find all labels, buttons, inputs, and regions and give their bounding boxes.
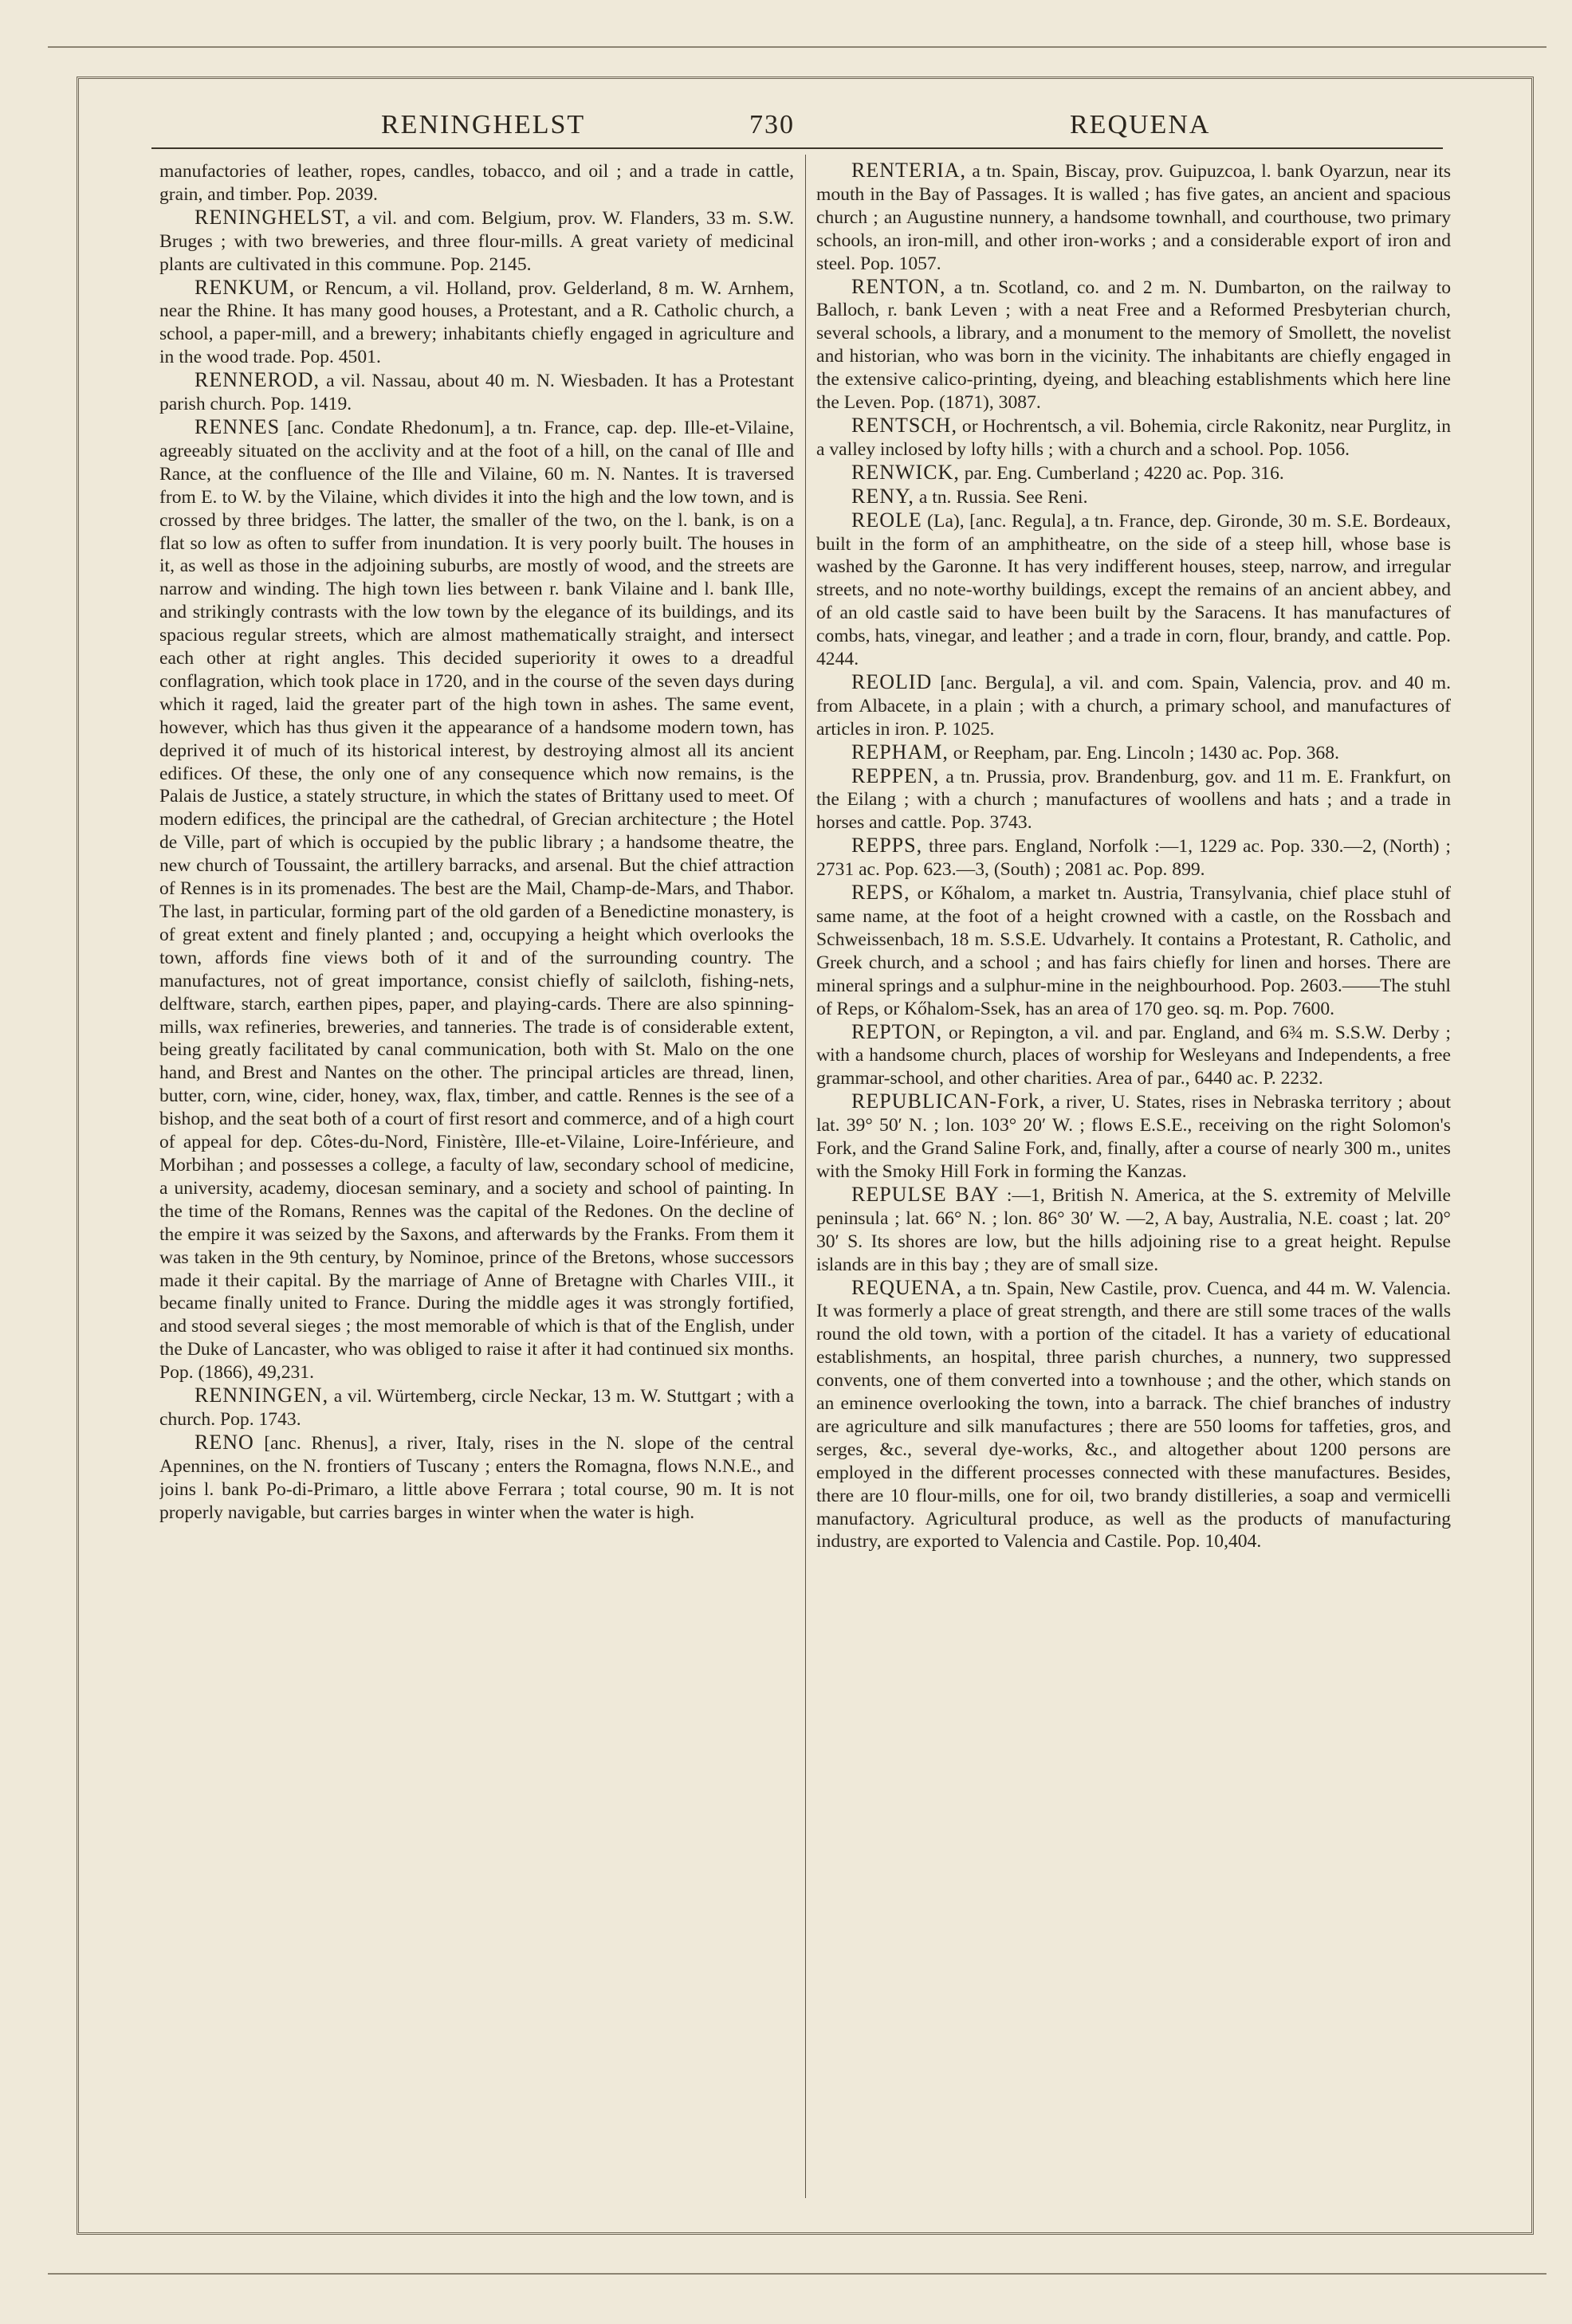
entry-head: RENTERIA, <box>851 159 967 182</box>
entry <box>159 206 794 277</box>
entry <box>816 276 1451 414</box>
entry <box>816 834 1451 881</box>
entry-text: or Hochrentsch, a vil. Bohemia, circle Rakonitz, near Purglitz, in a valley inclosed by lofty hills ; with a church and a school. Pop. 1056. <box>816 415 1451 460</box>
entry <box>816 741 1451 765</box>
entry-head: RENTSCH, <box>851 413 957 437</box>
entry-text: [anc. Condate Rhedonum], a tn. France, cap. dep. Ille-et-Vilaine, agreeably situated on the acclivity and at the foot of a hill, on the canal of Ille and Rance, at the confluence of the Ille and Vilaine, 60 m. N. Nantes. It is traversed from E. to W. by the Vilaine, which divides it into the high and the low town, and is crossed by three bridges. The latter, the smaller of the two, on the l. bank, is on a flat so low as often to suffer from inundation. It is very poorly built. The houses in it, as well as those in the adjoining suburbs, are mostly of wood, and the streets are narrow and winding. The high town lies between r. bank Vilaine and l. bank Ille, and strikingly contrasts with the low town by the elegance of its buildings, and its spacious regular streets, which are almost mathematically straight, and intersect each other at right angles. This decided superiority it owes to a dreadful conflagration, which took place in 1720, and in the course of the seven days during which it raged, laid the greater part of the high town in ashes. The same event, however, which has thus given it the appearance of a handsome modern town, has deprived it of much of its historical interest, by destroying almost all its ancient edifices. Of these, the only one of any consequence which now remains, is the Palais de Justice, a stately structure, in which the states of Brittany used to meet. Of modern edifices, the principal are the cathedral, of Grecian architecture ; the Hotel de Ville, part of which is occupied by the public library ; a handsome theatre, the new church of Toussaint, the artillery barracks, and arsenal. But the chief attraction of Rennes is in its promenades. The best are the Mail, Champ-de-Mars, and Thabor. The last, in particular, forming part of the old garden of a Benedictine monastery, is of great extent and finely planted ; and, occupying a height which overlooks the town, affords fine views both of it and of the surrounding country. The manufactures, not of great importance, consist chiefly of sailcloth, fishing-nets, delftware, starch, earthen pipes, paper, and playing-cards. There are also spinning-mills, wax refineries, breweries, and tanneries. The trade is of considerable extent, being greatly facilitated by canal communication, both with St. Malo on the one hand, and Brest and Nantes on the other. The principal articles are thread, linen, butter, corn, wine, cider, honey, wax, flax, timber, and cattle. Rennes is the see of a bishop, and the seat both of a court of first resort and commerce, and of a high court of appeal for dep. Côtes-du-Nord, Finistère, Ille-et-Vilaine, Loire-Inférieure, and Morbihan ; and possesses a college, a faculty of law, secondary school of medicine, a university, academy, diocesan seminary, and a society and school of painting. In the time of the Romans, Rennes was the capital of the Redones. On the decline of the empire it was seized by the Saxons, and afterwards by the Franks. From them it was taken in the 9th century, by Nominoe, prince of the Bretons, whose successors made it their capital. By the marriage of Anne of Bretagne with Charles VIII., it became finally united to France. During the middle ages it was strongly fortified, and stood several sieges ; the most memorable of which is that of the English, under the Duke of Lancaster, who was obliged to raise it after it had continued six months. Pop. (1866), 49,231. <box>159 417 794 1384</box>
entry-head: RENNES <box>195 414 281 438</box>
entry-head: REOLE <box>851 508 922 532</box>
entry-head: RENKUM, <box>195 275 296 299</box>
entry-text: :—1, British N. America, at the S. extremity of Melville peninsula ; lat. 66° N. ; lon. 86° 30′ W. —2, A bay, Australia, N.E. coast ; lat. 20° 30′ S. Its shores are low, but the hills adjoining rise to a great height. Repulse islands are in this bay ; they are of small size. <box>816 1184 1451 1275</box>
column-divider <box>805 155 806 2198</box>
entry-head: RENY, <box>851 484 914 508</box>
entry-text: or Repington, a vil. and par. England, and 6¾ m. S.S.W. Derby ; with a handsome church, places of worship for Wesleyans and Independents, a free grammar-school, and other charities. Area of par., 6440 ac. P. 2232. <box>816 1022 1451 1089</box>
entry <box>816 414 1451 461</box>
entry-head: RENWICK, <box>851 460 960 484</box>
entry <box>159 1384 794 1431</box>
entry-text: [anc. Rhenus], a river, Italy, rises in the N. slope of the central Apennines, on the N. frontiers of Tuscany ; enters the Romagna, flows N.N.E., and joins l. bank Po-di-Primaro, a little above Ferrara ; total course, 90 m. It is not properly navigable, but carries barges in winter when the water is high. <box>159 1432 794 1523</box>
entry-head: RENO <box>195 1430 254 1454</box>
entry-head: RENTON, <box>851 274 946 298</box>
entry-text: a tn. Spain, New Castile, prov. Cuenca, and 44 m. W. Valencia. It was formerly a place of great strength, and there are still some traces of the walls round the old town, with a portion of the citadel. It has a variety of educational establishments, an hospital, three parish churches, a nunnery, two suppressed convents, one of them converted into a townhouse ; and the other, which stands on an eminence overlooking the town, into a barrack. The chief branches of industry are agriculture and silk manufactures ; there are 550 looms for taffeties, gros, and serges, &c., several dye-works, &c., and altogether about 1200 persons are employed in the different processes connected with these manufactures. Besides, there are 10 flour-mills, one for oil, two brandy distilleries, a soap and vermicelli manufactory. Agricultural produce, as well as the products of manufacturing industry, are exported to Valencia and Castile. Pop. 10,404. <box>816 1278 1451 1553</box>
entry <box>816 485 1451 509</box>
entry <box>159 277 794 370</box>
entry <box>816 1090 1451 1184</box>
entry-text: [anc. Bergula], a vil. and com. Spain, Valencia, prov. and 40 m. from Albacete, in a plain ; with a church, a primary school, and manufactures of articles in iron. P. 1025. <box>816 672 1451 740</box>
entry-head: REPPS, <box>851 834 923 858</box>
entry-text: a river, U. States, rises in Nebraska territory ; about lat. 39° 50′ N. ; lon. 103° 20′ W. ; flows E.S.E., receiving on the right Solomon's Fork, and the Grand Saline Fork, and, finally, after a course of nearly 300 m., unites with the Smoky Hill Fork in forming the Kanzas. <box>816 1092 1451 1182</box>
entry <box>816 671 1451 741</box>
left-column <box>159 159 794 2200</box>
entry-head: REQUENA, <box>851 1275 962 1299</box>
entry-head: REPTON, <box>851 1019 943 1043</box>
bottom-rule <box>48 2273 1546 2275</box>
entry <box>816 765 1451 835</box>
entry-text: or Rencum, a vil. Holland, prov. Gelderland, 8 m. W. Arnhem, near the Rhine. It has many good houses, a Protestant, and a R. Catholic church, a school, a paper-mill, and a brewery; inhabitants chiefly engaged in agriculture and in the wood trade. Pop. 4501. <box>159 277 794 368</box>
entry-head: RENNINGEN, <box>195 1384 329 1407</box>
entry-text: three pars. England, Norfolk :—1, 1229 ac. Pop. 330.—2, (North) ; 2731 ac. Pop. 623.—3, (South) ; 2081 ac. Pop. 899. <box>816 836 1451 881</box>
entry-head: RENNEROD, <box>195 368 320 392</box>
entry <box>816 1021 1451 1091</box>
entry-head: REOLID <box>851 669 933 693</box>
entry-head: REPUBLICAN-Fork, <box>851 1089 1046 1113</box>
entry-text: a vil. and com. Belgium, prov. W. Flanders, 33 m. S.W. Bruges ; with two breweries, and three flour-mills. A great variety of medicinal plants are cultivated in this commune. Pop. 2145. <box>159 207 794 275</box>
entry-text: or Kőhalom, a market tn. Austria, Transylvania, chief place stuhl of same name, at the foot of a height crowned with a castle, on the Rossbach and Schweissenbach, 18 m. S.S.E. Udvarhely. It contains a Protestant, R. Catholic, and Greek church, and a school ; and has fairs chiefly for linen and horses. There are mineral springs and a sulphur-mine in the neighbourhood. Pop. 2603.——The stuhl of Reps, or Kőhalom-Ssek, has an area of 170 geo. sq. m. Pop. 7600. <box>816 883 1451 1019</box>
entry-head: REPS, <box>851 881 910 905</box>
entry <box>816 509 1451 671</box>
entry-text: a tn. Russia. See Reni. <box>914 486 1088 508</box>
entry <box>159 416 794 1384</box>
entry-text: a tn. Scotland, co. and 2 m. N. Dumbarton, on the railway to Balloch, r. bank Leven ; with a neat Free and a Reformed Presbyterian church, several schools, a library, and a monument to the memory of Smollett, the novelist and historian, who was born in the vicinity. The inhabitants are chiefly engaged in the extensive calico-printing, dyeing, and bleaching establishments which here line the Leven. Pop. (1871), 3087. <box>816 277 1451 414</box>
entry-text: or Reepham, par. Eng. Lincoln ; 1430 ac. Pop. 368. <box>948 742 1339 764</box>
entry-head: REPPEN, <box>851 764 940 787</box>
entry <box>816 461 1451 485</box>
entry <box>816 1277 1451 1554</box>
entry <box>816 881 1451 1020</box>
entry <box>816 159 1451 276</box>
entry-head: REPULSE BAY <box>851 1182 1000 1206</box>
right-column <box>816 159 1451 2200</box>
header-rule <box>151 147 1443 149</box>
entry-text: a vil. Würtemberg, circle Neckar, 13 m. W. Stuttgart ; with a church. Pop. 1743. <box>159 1386 794 1430</box>
page-number: 730 <box>749 110 795 139</box>
entry-text: a tn. Spain, Biscay, prov. Guipuzcoa, l. bank Oyarzun, near its mouth in the Bay of Passages. It is walled ; has five gates, an ancient and spacious church ; an Augustine nunnery, a handsome townhall, and courthouse, two primary schools, an iron-mill, and other iron-works ; and a considerable export of iron and steel. Pop. 1057. <box>816 161 1451 274</box>
entry-text: a tn. Prussia, prov. Brandenburg, gov. and 11 m. E. Frankfurt, on the Eilang ; with a church ; manufactures of woollens and hats ; and a trade in horses and cattle. Pop. 3743. <box>816 766 1451 834</box>
entry-text: a vil. Nassau, about 40 m. N. Wiesbaden. It has a Protestant parish church. Pop. 1419. <box>159 371 794 415</box>
entry-head: RENINGHELST, <box>195 205 351 229</box>
running-head-left: RENINGHELST <box>381 110 586 139</box>
entry <box>159 1431 794 1525</box>
entry <box>159 369 794 416</box>
entry <box>816 1184 1451 1277</box>
entry-text: manufactories of leather, ropes, candles, tobacco, and oil ; and a trade in cattle, grain, and timber. Pop. 2039. <box>159 161 794 205</box>
top-rule <box>48 46 1546 48</box>
entry-text: (La), [anc. Regula], a tn. France, dep. Gironde, 30 m. S.E. Bordeaux, built in the form of an amphitheatre, on the side of a steep hill, whose base is washed by the Garonne. It has very indifferent houses, steep, narrow, and irregular streets, and no note-worthy buildings, except the remains of an ancient abbey, and of an old castle said to have been built by the Saracens. It has manufactures of combs, hats, vinegar, and leather ; and a trade in corn, flour, brandy, and cattle. Pop. 4244. <box>816 510 1451 670</box>
entry-text: par. Eng. Cumberland ; 4220 ac. Pop. 316. <box>959 462 1284 484</box>
entry <box>159 159 794 206</box>
entry-head: REPHAM, <box>851 740 949 764</box>
running-head-right: REQUENA <box>1070 110 1211 139</box>
